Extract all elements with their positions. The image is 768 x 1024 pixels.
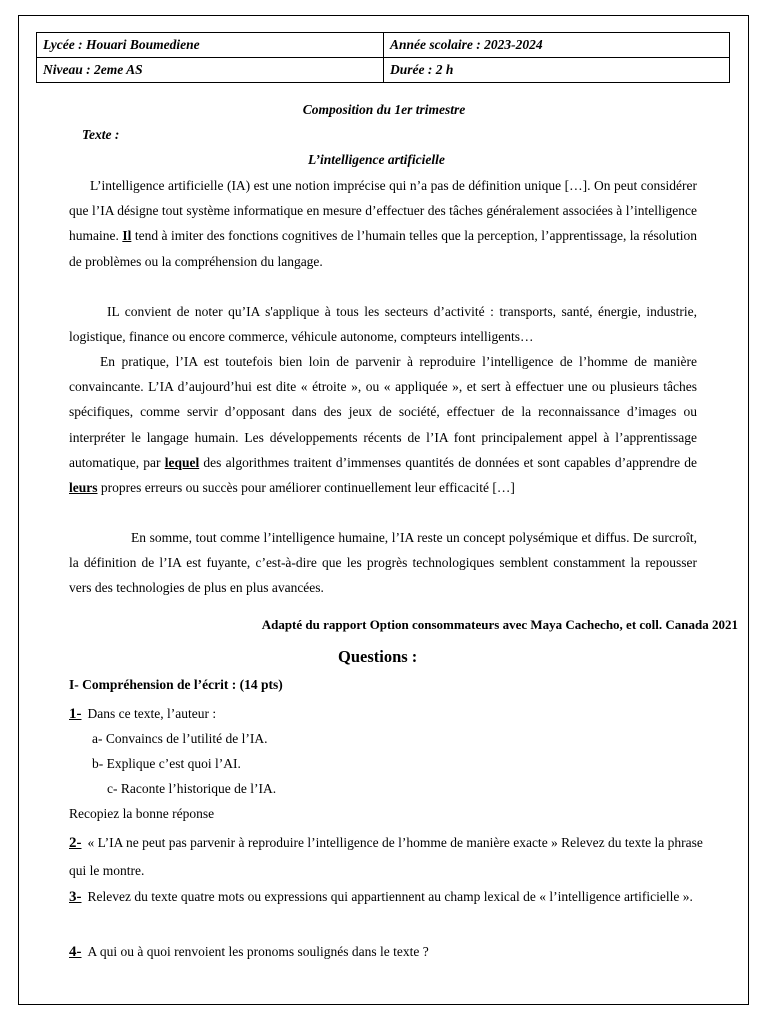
question-3-number: 3-	[69, 889, 82, 905]
section-comprehension: I- Compréhension de l’écrit : (14 pts)	[69, 677, 283, 692]
questions-title: Questions :	[338, 647, 418, 666]
question-2-number: 2-	[69, 835, 82, 851]
question-3	[69, 883, 719, 911]
source-citation: Adapté du rapport Option consommateurs avec Maya Cachecho, et coll. Canada 2021	[261, 617, 738, 632]
pronoun-il: Il	[122, 228, 132, 244]
question-1	[69, 700, 719, 728]
question-4-number: 4-	[69, 944, 82, 960]
level-cell: Niveau : 2eme AS	[37, 58, 384, 83]
option-b: b- Explique c’est quoi l’AI.	[92, 756, 241, 771]
header-table	[36, 32, 730, 83]
pronoun-lequel: lequel	[164, 454, 200, 470]
duration-cell: Durée : 2 h	[384, 58, 730, 83]
p3-text-a: En pratique, l’IA est toutefois bien loin de parvenir à reproduire l’intelligence de l’homme de manière convaincante. L’IA d’aujourd’hui est dite « étroite », ou « appliquée », et sert à effectuer une ou plusieurs tâches spécifiques, comme servir d’opposant dans des jeux de société, effectuer de la reconnaissance d’images ou interpréter le langage humain. Les développements récents de l’IA font principalement appel à l’apprentissage automatique, par	[69, 354, 697, 470]
paragraph-3	[69, 349, 697, 500]
question-1-text: Dans ce texte, l’auteur :	[87, 706, 217, 721]
question-2-text: « L’IA ne peut pas parvenir à reproduire l’intelligence de l’homme de manière exacte » Relevez du texte la phrase qui le montre.	[69, 835, 703, 878]
option-c: c- Raconte l’historique de l’IA.	[107, 781, 277, 796]
p3-text-b: des algorithmes traitent d’immenses quantités de données et sont capables d’apprendre de	[199, 454, 697, 470]
question-4-text: A qui ou à quoi renvoient les pronoms soulignés dans le texte ?	[87, 944, 429, 959]
question-2	[69, 829, 719, 884]
p1-text-a: L’intelligence artificielle (IA) est une notion imprécise qui n’a pas de définition unique […]. On peut considérer que l’IA désigne tout système informatique en mesure d’effectuer des tâches généralement associées à l’intelligence humaine.	[69, 178, 697, 244]
exam-title: Composition du 1er trimestre	[302, 102, 466, 117]
text-label: Texte :	[82, 127, 120, 142]
question-4	[69, 938, 719, 966]
year-cell: Année scolaire : 2023-2024	[384, 33, 730, 58]
paragraph-2: IL convient de noter qu’IA s'applique à tous les secteurs d’activité : transports, santé, énergie, industrie, logistique, finance ou encore commerce, véhicule autonome, compteurs intelligents…	[69, 304, 697, 345]
question-1-instruction: Recopiez la bonne réponse	[69, 806, 215, 821]
question-3-text: Relevez du texte quatre mots ou expressions qui appartiennent au champ lexical de « l’intelligence artificielle ».	[87, 889, 693, 904]
question-1-number: 1-	[69, 706, 82, 722]
pronoun-leurs: leurs	[69, 480, 98, 496]
p1-text-b: tend à imiter des fonctions cognitives de l’humain telles que la perception, l’apprentissage, la résolution de problèmes ou la compréhension du langage.	[69, 228, 697, 269]
text-title: L’intelligence artificielle	[308, 152, 445, 167]
p3-text-c: propres erreurs ou succès pour améliorer continuellement leur efficacité […]	[97, 480, 515, 496]
paragraph-1	[69, 173, 697, 274]
option-a: a- Convaincs de l’utilité de l’IA.	[92, 731, 268, 746]
school-cell: Lycée : Houari Boumediene	[37, 33, 384, 58]
paragraph-4: En somme, tout comme l’intelligence humaine, l’IA reste un concept polysémique et diffus. De surcroît, la définition de l’IA est fuyante, c’est-à-dire que les progrès technologiques semblent constamment la repousser vers des technologies de plus en plus avancées.	[69, 530, 697, 596]
